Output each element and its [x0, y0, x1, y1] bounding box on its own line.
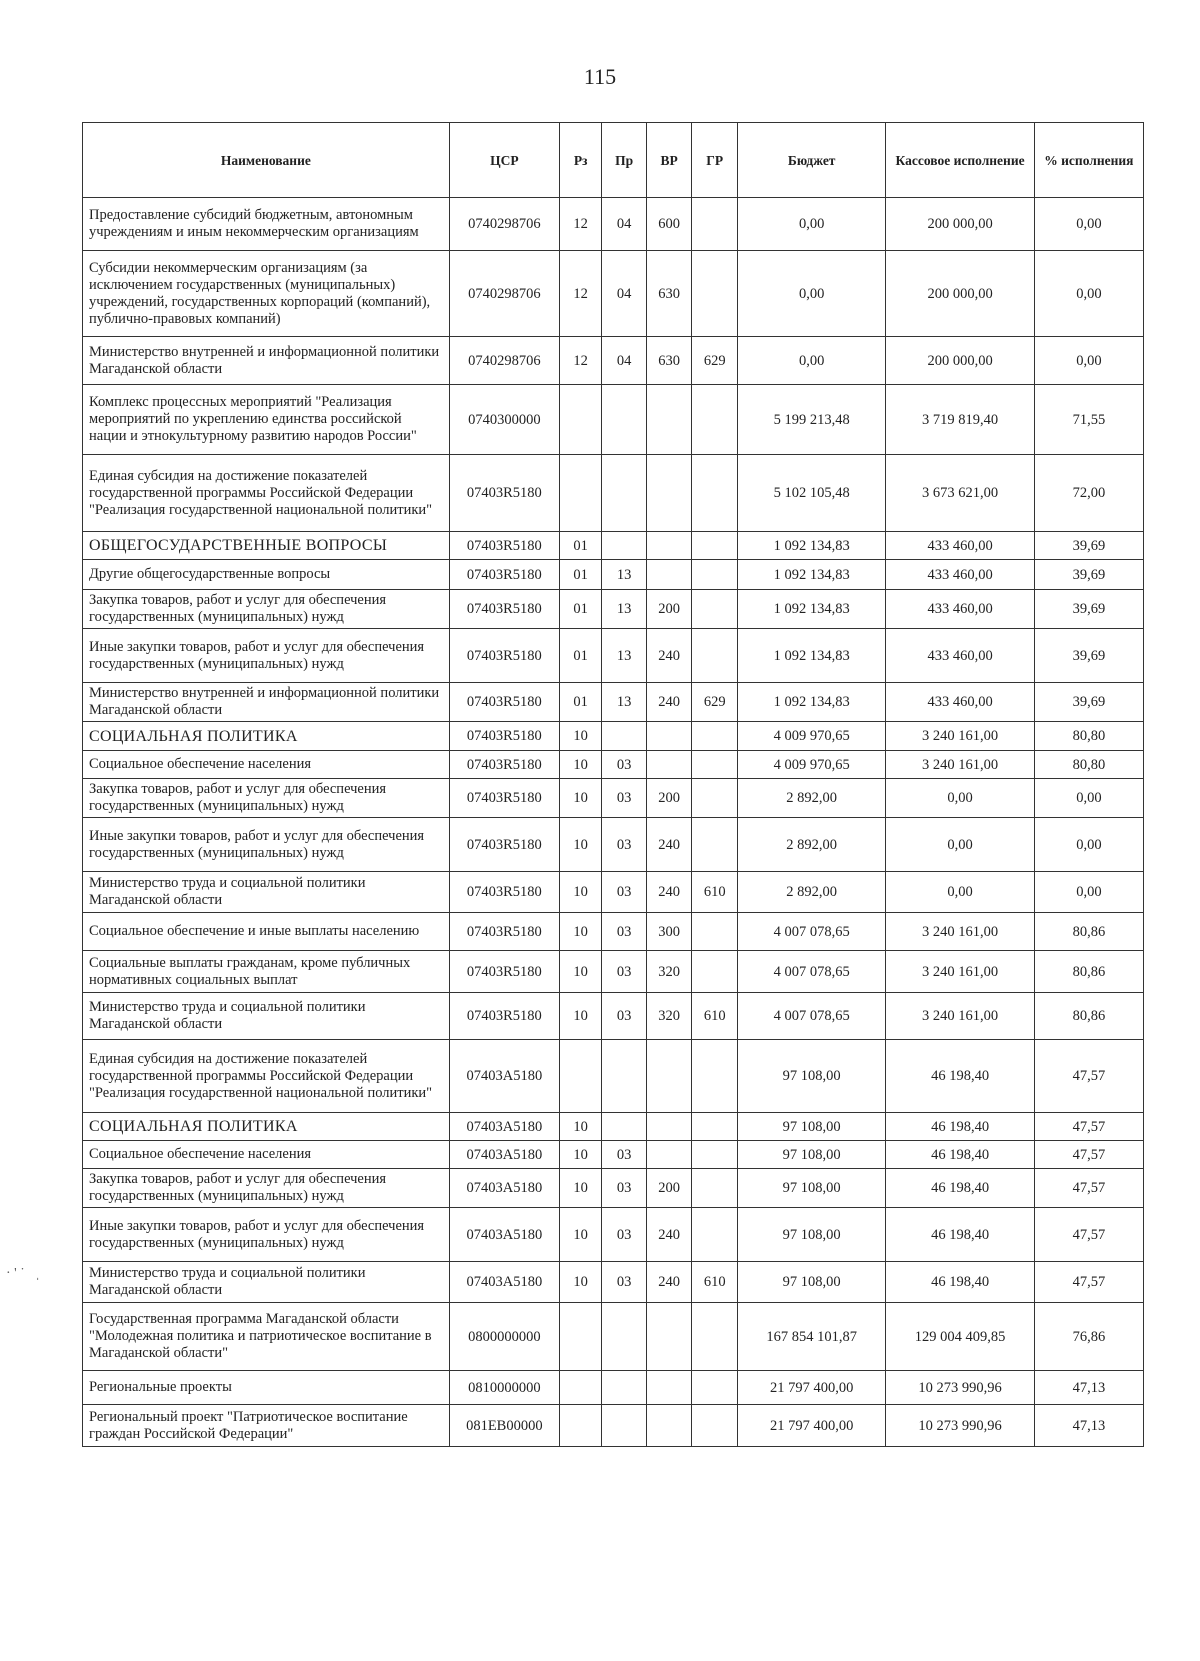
cell-cash: 46 198,40 — [886, 1040, 1034, 1113]
cell-rz: 10 — [559, 993, 601, 1040]
cell-gr — [692, 1141, 738, 1169]
cell-csr: 07403R5180 — [449, 872, 559, 913]
cell-rz: 12 — [559, 251, 601, 337]
cell-vr — [646, 1141, 692, 1169]
cell-pct: 0,00 — [1034, 337, 1143, 385]
cell-pct: 72,00 — [1034, 455, 1143, 532]
cell-pct: 0,00 — [1034, 779, 1143, 818]
header-gr: ГР — [692, 123, 738, 198]
cell-pr — [602, 1113, 647, 1141]
cell-rz — [559, 1371, 601, 1405]
cell-csr: 0740300000 — [449, 385, 559, 455]
cell-pr: 03 — [602, 818, 647, 872]
cell-budget: 0,00 — [737, 337, 885, 385]
cell-budget: 97 108,00 — [737, 1262, 885, 1303]
cell-gr — [692, 751, 738, 779]
cell-vr: 200 — [646, 1169, 692, 1208]
cell-rz: 01 — [559, 590, 601, 629]
cell-cash: 0,00 — [886, 779, 1034, 818]
table-row — [83, 560, 1144, 590]
cell-pct: 39,69 — [1034, 683, 1143, 722]
table-row — [83, 1405, 1144, 1447]
cell-vr — [646, 532, 692, 560]
cell-vr — [646, 455, 692, 532]
header-budget: Бюджет — [737, 123, 885, 198]
cell-cash: 3 240 161,00 — [886, 993, 1034, 1040]
cell-rz — [559, 1405, 601, 1447]
cell-budget: 21 797 400,00 — [737, 1371, 885, 1405]
cell-cash: 433 460,00 — [886, 560, 1034, 590]
cell-pct: 47,57 — [1034, 1040, 1143, 1113]
cell-vr: 240 — [646, 629, 692, 683]
cell-rz: 01 — [559, 683, 601, 722]
cell-rz — [559, 1303, 601, 1371]
cell-pct: 0,00 — [1034, 872, 1143, 913]
cell-budget: 2 892,00 — [737, 779, 885, 818]
table-row — [83, 872, 1144, 913]
cell-budget: 0,00 — [737, 198, 885, 251]
cell-pr — [602, 385, 647, 455]
cell-csr: 07403R5180 — [449, 455, 559, 532]
cell-name: Иные закупки товаров, работ и услуг для обеспечения государственных (муниципальных) нужд — [83, 1208, 450, 1262]
cell-gr — [692, 1040, 738, 1113]
cell-rz: 01 — [559, 532, 601, 560]
header-vr: ВР — [646, 123, 692, 198]
cell-pct: 0,00 — [1034, 818, 1143, 872]
cell-budget: 1 092 134,83 — [737, 532, 885, 560]
cell-gr — [692, 1303, 738, 1371]
cell-budget: 1 092 134,83 — [737, 560, 885, 590]
cell-name: Социальное обеспечение населения — [83, 1141, 450, 1169]
cell-cash: 46 198,40 — [886, 1262, 1034, 1303]
cell-pct: 80,86 — [1034, 993, 1143, 1040]
cell-cash: 46 198,40 — [886, 1208, 1034, 1262]
cell-budget: 97 108,00 — [737, 1169, 885, 1208]
cell-pr: 03 — [602, 1141, 647, 1169]
cell-rz: 10 — [559, 1262, 601, 1303]
cell-csr: 07403A5180 — [449, 1040, 559, 1113]
cell-gr: 610 — [692, 993, 738, 1040]
cell-cash: 433 460,00 — [886, 532, 1034, 560]
cell-pr: 03 — [602, 872, 647, 913]
cell-budget: 2 892,00 — [737, 818, 885, 872]
cell-cash: 3 240 161,00 — [886, 951, 1034, 993]
cell-name: Другие общегосударственные вопросы — [83, 560, 450, 590]
cell-pr: 03 — [602, 913, 647, 951]
cell-vr: 200 — [646, 590, 692, 629]
cell-budget: 167 854 101,87 — [737, 1303, 885, 1371]
cell-vr — [646, 722, 692, 751]
cell-gr — [692, 951, 738, 993]
table-row — [83, 779, 1144, 818]
table-row — [83, 629, 1144, 683]
table-row — [83, 337, 1144, 385]
cell-gr — [692, 385, 738, 455]
cell-cash: 46 198,40 — [886, 1141, 1034, 1169]
cell-gr — [692, 913, 738, 951]
table-row — [83, 951, 1144, 993]
cell-pr: 13 — [602, 629, 647, 683]
table-row — [83, 1262, 1144, 1303]
cell-pr: 03 — [602, 1169, 647, 1208]
cell-vr: 630 — [646, 337, 692, 385]
table-row — [83, 532, 1144, 560]
cell-pr: 13 — [602, 683, 647, 722]
cell-budget: 1 092 134,83 — [737, 629, 885, 683]
cell-name: Субсидии некоммерческим организациям (за исключением государственных (муниципальных) учреждений, государственных корпораций (компаний), публично-правовых компаний) — [83, 251, 450, 337]
header-pr: Пр — [602, 123, 647, 198]
cell-cash: 200 000,00 — [886, 198, 1034, 251]
cell-csr: 0740298706 — [449, 198, 559, 251]
cell-name: СОЦИАЛЬНАЯ ПОЛИТИКА — [83, 1113, 450, 1141]
cell-gr: 629 — [692, 337, 738, 385]
table-row — [83, 1303, 1144, 1371]
cell-csr: 07403R5180 — [449, 722, 559, 751]
cell-csr: 0810000000 — [449, 1371, 559, 1405]
cell-name: Социальное обеспечение населения — [83, 751, 450, 779]
cell-vr: 240 — [646, 872, 692, 913]
cell-vr — [646, 1040, 692, 1113]
cell-vr: 240 — [646, 683, 692, 722]
cell-rz: 12 — [559, 198, 601, 251]
cell-cash: 3 240 161,00 — [886, 722, 1034, 751]
table-row — [83, 913, 1144, 951]
cell-name: Министерство труда и социальной политики Магаданской области — [83, 872, 450, 913]
cell-csr: 0740298706 — [449, 337, 559, 385]
cell-name: Министерство труда и социальной политики Магаданской области — [83, 993, 450, 1040]
table-header — [83, 123, 1144, 198]
cell-vr — [646, 1113, 692, 1141]
table-row — [83, 1141, 1144, 1169]
cell-cash: 10 273 990,96 — [886, 1405, 1034, 1447]
cell-rz: 12 — [559, 337, 601, 385]
cell-rz: 10 — [559, 872, 601, 913]
cell-cash: 3 673 621,00 — [886, 455, 1034, 532]
cell-gr — [692, 779, 738, 818]
table-row — [83, 751, 1144, 779]
cell-budget: 5 102 105,48 — [737, 455, 885, 532]
cell-budget: 1 092 134,83 — [737, 683, 885, 722]
cell-gr — [692, 251, 738, 337]
cell-gr: 629 — [692, 683, 738, 722]
cell-budget: 4 007 078,65 — [737, 951, 885, 993]
cell-pct: 0,00 — [1034, 251, 1143, 337]
cell-csr: 07403R5180 — [449, 590, 559, 629]
cell-vr: 300 — [646, 913, 692, 951]
cell-pr: 03 — [602, 779, 647, 818]
cell-rz: 10 — [559, 1169, 601, 1208]
table-row — [83, 455, 1144, 532]
cell-budget: 5 199 213,48 — [737, 385, 885, 455]
cell-gr — [692, 629, 738, 683]
cell-vr: 240 — [646, 818, 692, 872]
cell-name: Закупка товаров, работ и услуг для обеспечения государственных (муниципальных) нужд — [83, 1169, 450, 1208]
cell-pr — [602, 455, 647, 532]
cell-csr: 07403R5180 — [449, 751, 559, 779]
cell-budget: 4 007 078,65 — [737, 993, 885, 1040]
cell-csr: 07403R5180 — [449, 683, 559, 722]
cell-name: Социальные выплаты гражданам, кроме публичных нормативных социальных выплат — [83, 951, 450, 993]
cell-pct: 47,13 — [1034, 1371, 1143, 1405]
cell-name: СОЦИАЛЬНАЯ ПОЛИТИКА — [83, 722, 450, 751]
cell-budget: 97 108,00 — [737, 1040, 885, 1113]
cell-rz — [559, 385, 601, 455]
cell-gr: 610 — [692, 1262, 738, 1303]
cell-pr: 13 — [602, 560, 647, 590]
cell-rz: 10 — [559, 951, 601, 993]
cell-name: Единая субсидия на достижение показателей государственной программы Российской Федерации "Реализация государственной национальной политики" — [83, 455, 450, 532]
cell-rz: 10 — [559, 751, 601, 779]
cell-pr — [602, 1405, 647, 1447]
table-row — [83, 1169, 1144, 1208]
cell-cash: 200 000,00 — [886, 337, 1034, 385]
cell-csr: 07403R5180 — [449, 818, 559, 872]
table-row — [83, 1040, 1144, 1113]
cell-csr: 07403R5180 — [449, 993, 559, 1040]
cell-vr: 630 — [646, 251, 692, 337]
table-row — [83, 1113, 1144, 1141]
cell-cash: 129 004 409,85 — [886, 1303, 1034, 1371]
cell-budget: 97 108,00 — [737, 1208, 885, 1262]
cell-budget: 4 007 078,65 — [737, 913, 885, 951]
cell-name: Единая субсидия на достижение показателей государственной программы Российской Федерации "Реализация государственной национальной политики" — [83, 1040, 450, 1113]
header-rz: Рз — [559, 123, 601, 198]
cell-pr: 13 — [602, 590, 647, 629]
cell-rz: 10 — [559, 722, 601, 751]
cell-budget: 4 009 970,65 — [737, 722, 885, 751]
page-number: 115 — [583, 64, 617, 89]
header-csr: ЦСР — [449, 123, 559, 198]
cell-pct: 47,57 — [1034, 1141, 1143, 1169]
cell-pct: 0,00 — [1034, 198, 1143, 251]
header-name: Наименование — [83, 123, 450, 198]
cell-gr — [692, 1371, 738, 1405]
cell-rz: 10 — [559, 818, 601, 872]
cell-pr: 03 — [602, 1208, 647, 1262]
cell-pct: 47,57 — [1034, 1208, 1143, 1262]
cell-cash: 0,00 — [886, 818, 1034, 872]
cell-vr — [646, 1371, 692, 1405]
cell-cash: 3 719 819,40 — [886, 385, 1034, 455]
table-row — [83, 385, 1144, 455]
table-row — [83, 198, 1144, 251]
cell-pct: 76,86 — [1034, 1303, 1143, 1371]
cell-csr: 0800000000 — [449, 1303, 559, 1371]
table-row — [83, 590, 1144, 629]
cell-pr: 04 — [602, 251, 647, 337]
cell-cash: 46 198,40 — [886, 1113, 1034, 1141]
cell-csr: 07403A5180 — [449, 1208, 559, 1262]
cell-csr: 081EB00000 — [449, 1405, 559, 1447]
cell-gr — [692, 1169, 738, 1208]
table-row — [83, 993, 1144, 1040]
cell-pct: 39,69 — [1034, 532, 1143, 560]
cell-name: Предоставление субсидий бюджетным, автономным учреждениям и иным некоммерческим организациям — [83, 198, 450, 251]
cell-budget: 4 009 970,65 — [737, 751, 885, 779]
cell-csr: 07403A5180 — [449, 1262, 559, 1303]
cell-cash: 0,00 — [886, 872, 1034, 913]
cell-pr — [602, 1371, 647, 1405]
cell-rz: 10 — [559, 1113, 601, 1141]
scan-artifact: · ' ˙ ˌ — [6, 1266, 41, 1281]
cell-name: Региональный проект "Патриотическое воспитание граждан Российской Федерации" — [83, 1405, 450, 1447]
cell-vr — [646, 751, 692, 779]
cell-gr — [692, 590, 738, 629]
cell-name: Иные закупки товаров, работ и услуг для обеспечения государственных (муниципальных) нужд — [83, 818, 450, 872]
cell-gr — [692, 532, 738, 560]
cell-csr: 07403A5180 — [449, 1113, 559, 1141]
cell-rz: 10 — [559, 1208, 601, 1262]
cell-gr: 610 — [692, 872, 738, 913]
cell-name: Закупка товаров, работ и услуг для обеспечения государственных (муниципальных) нужд — [83, 590, 450, 629]
cell-name: Региональные проекты — [83, 1371, 450, 1405]
cell-rz — [559, 1040, 601, 1113]
cell-rz: 10 — [559, 779, 601, 818]
cell-vr — [646, 1405, 692, 1447]
header-pct: % исполнения — [1034, 123, 1143, 198]
cell-pct: 47,57 — [1034, 1262, 1143, 1303]
cell-gr — [692, 818, 738, 872]
cell-pct: 47,13 — [1034, 1405, 1143, 1447]
cell-pct: 39,69 — [1034, 629, 1143, 683]
cell-pct: 47,57 — [1034, 1169, 1143, 1208]
cell-csr: 07403R5180 — [449, 779, 559, 818]
cell-vr: 320 — [646, 993, 692, 1040]
cell-name: Комплекс процессных мероприятий "Реализация мероприятий по укреплению единства российской нации и этнокультурному развитию народов России" — [83, 385, 450, 455]
cell-rz: 01 — [559, 560, 601, 590]
cell-pct: 39,69 — [1034, 590, 1143, 629]
cell-vr: 600 — [646, 198, 692, 251]
cell-pr: 03 — [602, 951, 647, 993]
cell-gr — [692, 455, 738, 532]
cell-pct: 71,55 — [1034, 385, 1143, 455]
cell-name: Государственная программа Магаданской области "Молодежная политика и патриотическое воспитание в Магаданской области" — [83, 1303, 450, 1371]
cell-pr — [602, 722, 647, 751]
cell-gr — [692, 198, 738, 251]
cell-budget: 97 108,00 — [737, 1113, 885, 1141]
table-row — [83, 818, 1144, 872]
cell-cash: 10 273 990,96 — [886, 1371, 1034, 1405]
cell-pr: 04 — [602, 198, 647, 251]
cell-pr: 03 — [602, 751, 647, 779]
cell-cash: 3 240 161,00 — [886, 913, 1034, 951]
table-row — [83, 1208, 1144, 1262]
cell-rz: 10 — [559, 913, 601, 951]
cell-csr: 07403R5180 — [449, 532, 559, 560]
cell-csr: 07403A5180 — [449, 1141, 559, 1169]
cell-budget: 0,00 — [737, 251, 885, 337]
cell-vr: 320 — [646, 951, 692, 993]
cell-budget: 97 108,00 — [737, 1141, 885, 1169]
cell-budget: 1 092 134,83 — [737, 590, 885, 629]
cell-cash: 200 000,00 — [886, 251, 1034, 337]
budget-table — [82, 122, 1144, 1447]
cell-vr: 240 — [646, 1262, 692, 1303]
cell-pct: 80,86 — [1034, 951, 1143, 993]
cell-pct: 80,80 — [1034, 751, 1143, 779]
cell-gr — [692, 722, 738, 751]
cell-vr — [646, 385, 692, 455]
cell-cash: 46 198,40 — [886, 1169, 1034, 1208]
cell-vr — [646, 560, 692, 590]
cell-cash: 433 460,00 — [886, 629, 1034, 683]
cell-vr: 240 — [646, 1208, 692, 1262]
cell-budget: 2 892,00 — [737, 872, 885, 913]
table-row — [83, 722, 1144, 751]
cell-csr: 07403A5180 — [449, 1169, 559, 1208]
cell-pr: 04 — [602, 337, 647, 385]
cell-pct: 39,69 — [1034, 560, 1143, 590]
cell-pr: 03 — [602, 993, 647, 1040]
cell-cash: 433 460,00 — [886, 590, 1034, 629]
cell-rz: 10 — [559, 1141, 601, 1169]
table-body — [83, 198, 1144, 1447]
cell-vr — [646, 1303, 692, 1371]
cell-gr — [692, 560, 738, 590]
cell-gr — [692, 1113, 738, 1141]
cell-pr — [602, 532, 647, 560]
cell-pct: 80,86 — [1034, 913, 1143, 951]
cell-csr: 07403R5180 — [449, 913, 559, 951]
cell-budget: 21 797 400,00 — [737, 1405, 885, 1447]
cell-pct: 80,80 — [1034, 722, 1143, 751]
cell-cash: 433 460,00 — [886, 683, 1034, 722]
cell-pr — [602, 1303, 647, 1371]
table-row — [83, 683, 1144, 722]
cell-csr: 07403R5180 — [449, 560, 559, 590]
cell-pr — [602, 1040, 647, 1113]
cell-name: ОБЩЕГОСУДАРСТВЕННЫЕ ВОПРОСЫ — [83, 532, 450, 560]
table-row — [83, 251, 1144, 337]
cell-csr: 07403R5180 — [449, 629, 559, 683]
cell-csr: 0740298706 — [449, 251, 559, 337]
cell-name: Министерство внутренней и информационной политики Магаданской области — [83, 683, 450, 722]
cell-vr: 200 — [646, 779, 692, 818]
cell-name: Закупка товаров, работ и услуг для обеспечения государственных (муниципальных) нужд — [83, 779, 450, 818]
cell-pct: 47,57 — [1034, 1113, 1143, 1141]
cell-rz — [559, 455, 601, 532]
table-row — [83, 1371, 1144, 1405]
cell-name: Министерство труда и социальной политики Магаданской области — [83, 1262, 450, 1303]
cell-name: Социальное обеспечение и иные выплаты населению — [83, 913, 450, 951]
cell-cash: 3 240 161,00 — [886, 751, 1034, 779]
cell-csr: 07403R5180 — [449, 951, 559, 993]
cell-gr — [692, 1405, 738, 1447]
cell-gr — [692, 1208, 738, 1262]
cell-pr: 03 — [602, 1262, 647, 1303]
cell-rz: 01 — [559, 629, 601, 683]
header-cash: Кассовое исполнение — [886, 123, 1034, 198]
cell-name: Министерство внутренней и информационной политики Магаданской области — [83, 337, 450, 385]
cell-name: Иные закупки товаров, работ и услуг для обеспечения государственных (муниципальных) нужд — [83, 629, 450, 683]
